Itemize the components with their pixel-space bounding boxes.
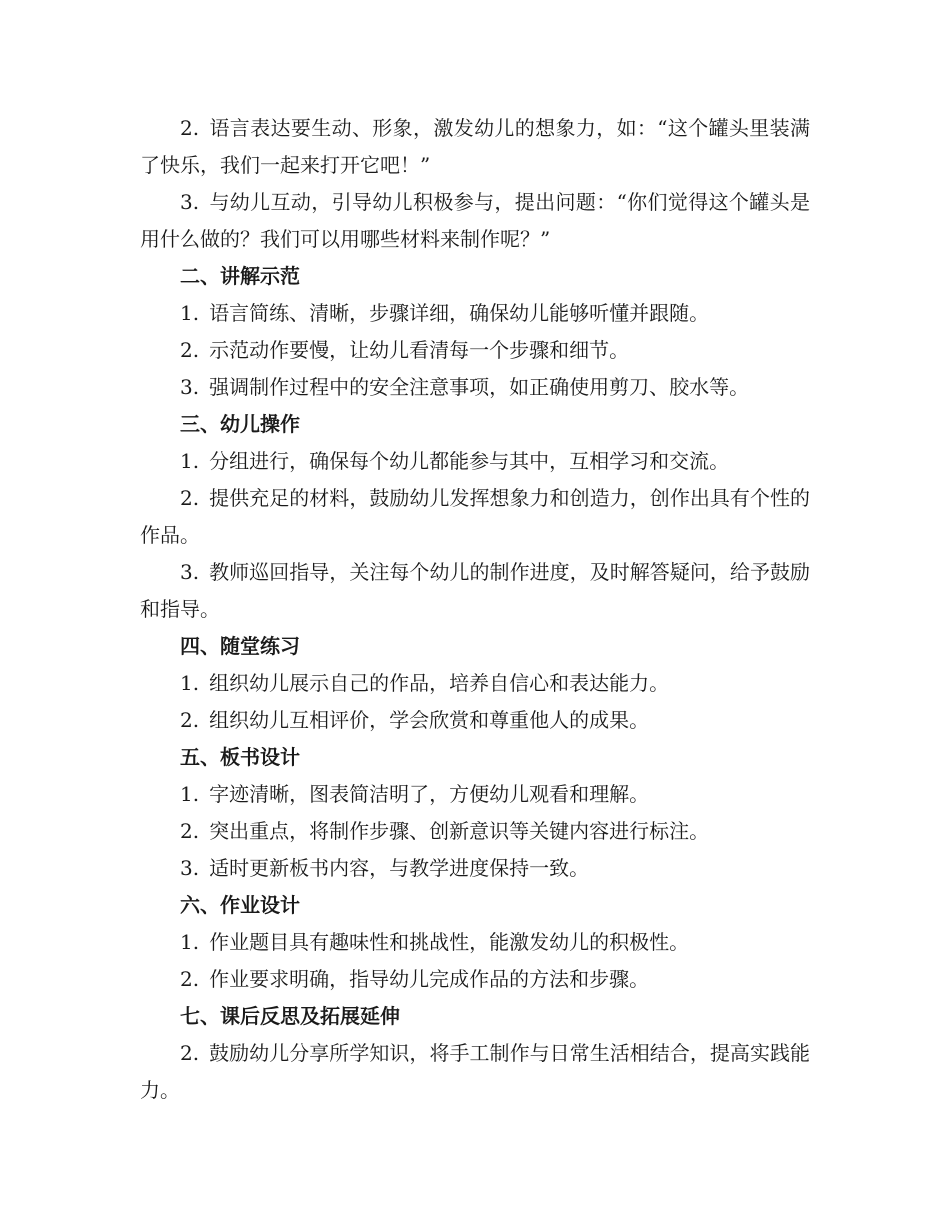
item-text: 鼓励幼儿分享所学知识，将手工制作与日常生活相结合，提高实践能力。 (140, 1041, 810, 1102)
item-number: 1. (180, 301, 200, 325)
item-number: 1. (180, 930, 200, 954)
list-item (140, 1035, 810, 1109)
list-item (140, 702, 810, 739)
item-text: 字迹清晰，图表简洁明了，方便幼儿观看和理解。 (209, 782, 650, 806)
item-number: 3. (180, 375, 200, 399)
list-item (140, 184, 810, 258)
item-text: 组织幼儿展示自己的作品，培养自信心和表达能力。 (209, 671, 670, 695)
item-text: 语言简练、清晰，步骤详细，确保幼儿能够听懂并跟随。 (209, 301, 710, 325)
list-item (140, 776, 810, 813)
document-body (140, 110, 810, 1109)
list-item (140, 924, 810, 961)
item-number: 2. (180, 486, 200, 510)
section-heading-explain-demo: 二、讲解示范 (180, 264, 300, 288)
list-item (140, 961, 810, 998)
item-text: 提供充足的材料，鼓励幼儿发挥想象力和创造力，创作出具有个性的作品。 (140, 486, 810, 547)
item-number: 2. (180, 819, 200, 843)
item-text: 作业题目具有趣味性和挑战性，能激发幼儿的积极性。 (209, 930, 690, 954)
item-number: 3. (180, 560, 200, 584)
list-item (140, 110, 810, 184)
item-number: 2. (180, 1041, 200, 1065)
item-number: 2. (180, 967, 200, 991)
item-number: 1. (180, 449, 200, 473)
item-number: 3. (180, 190, 200, 214)
item-text: 作业要求明确，指导幼儿完成作品的方法和步骤。 (209, 967, 650, 991)
section-heading-board-design: 五、板书设计 (180, 745, 300, 769)
list-item (140, 554, 810, 628)
list-item (140, 332, 810, 369)
list-item (140, 665, 810, 702)
item-text: 与幼儿互动，引导幼儿积极参与，提出问题：“你们觉得这个罐头是用什么做的？我们可以用哪些材料来制作呢？” (140, 190, 810, 251)
item-number: 3. (180, 856, 200, 880)
item-text: 组织幼儿互相评价，学会欣赏和尊重他人的成果。 (209, 708, 650, 732)
item-number: 2. (180, 708, 200, 732)
item-number: 1. (180, 782, 200, 806)
item-number: 1. (180, 671, 200, 695)
section-heading-class-practice: 四、随堂练习 (180, 634, 300, 658)
section-heading-homework-design: 六、作业设计 (180, 893, 300, 917)
item-text: 语言表达要生动、形象，激发幼儿的想象力，如：“这个罐头里装满了快乐，我们一起来打开它吧！” (140, 116, 810, 177)
item-text: 示范动作要慢，让幼儿看清每一个步骤和细节。 (209, 338, 630, 362)
item-number: 2. (180, 116, 200, 140)
list-item (140, 369, 810, 406)
section-heading-reflection-extension: 七、课后反思及拓展延伸 (180, 1004, 400, 1028)
item-number: 2. (180, 338, 200, 362)
item-text: 突出重点，将制作步骤、创新意识等关键内容进行标注。 (209, 819, 710, 843)
list-item (140, 850, 810, 887)
list-item (140, 480, 810, 554)
item-text: 教师巡回指导，关注每个幼儿的制作进度，及时解答疑问，给予鼓励和指导。 (140, 560, 810, 621)
item-text: 强调制作过程中的安全注意事项，如正确使用剪刀、胶水等。 (209, 375, 750, 399)
section-heading-child-operation: 三、幼儿操作 (180, 412, 300, 436)
list-item (140, 443, 810, 480)
item-text: 分组进行，确保每个幼儿都能参与其中，互相学习和交流。 (209, 449, 730, 473)
list-item (140, 295, 810, 332)
item-text: 适时更新板书内容，与教学进度保持一致。 (209, 856, 590, 880)
list-item (140, 813, 810, 850)
